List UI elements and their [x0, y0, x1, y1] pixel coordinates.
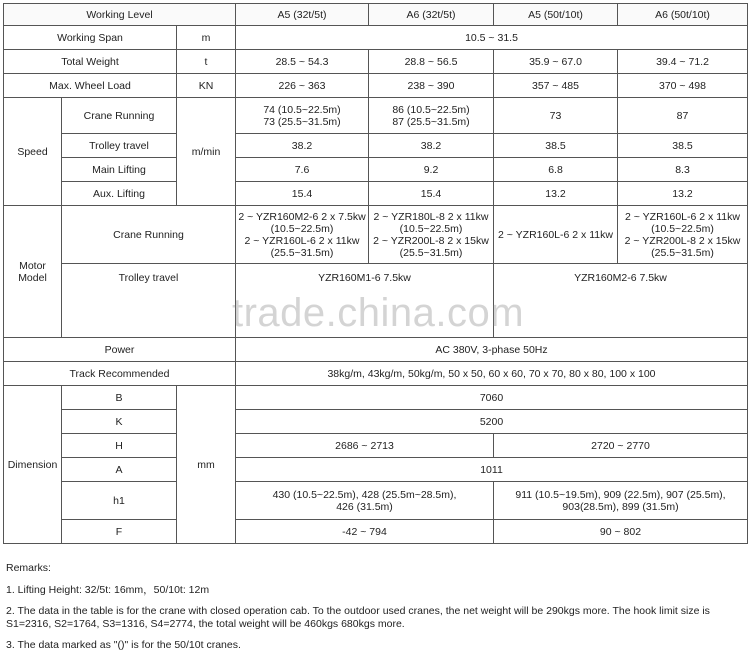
speed-trolley-label: Trolley travel [62, 134, 177, 158]
header-col-1: A5 (32t/5t) [236, 4, 369, 26]
total-weight-c1: 28.5 ~ 54.3 [236, 50, 369, 74]
dimension-b-value: 7060 [236, 386, 748, 410]
spec-table [3, 3, 748, 544]
remark-3: 3. The data marked as "()" is for the 50/10t cranes. [6, 639, 241, 651]
dimension-f-label: F [62, 520, 177, 544]
speed-aux-lifting-c3: 13.2 [494, 182, 618, 206]
remark-2-line-1: 2. The data in the table is for the crane with closed operation cab. To the outdoor used cranes, the net weight will be 290kgs more. The hook limit size is [6, 605, 710, 617]
motor-group-label: Motor Model [4, 206, 62, 338]
dimension-h-row [4, 434, 748, 458]
dimension-h-v34: 2720 ~ 2770 [494, 434, 748, 458]
remark-2-line-2: S1=2316, S2=1764, S3=1316, S4=2774, the total weight will be 460kgs 680kgs more. [6, 618, 405, 630]
dimension-f-v12: -42 ~ 794 [236, 520, 494, 544]
speed-trolley-c2: 38.2 [369, 134, 494, 158]
max-wheel-load-unit: KN [177, 74, 236, 98]
speed-aux-lifting-c4: 13.2 [618, 182, 748, 206]
track-value: 38kg/m, 43kg/m, 50kg/m, 50 x 50, 60 x 60, 70 x 70, 80 x 80, 100 x 100 [236, 362, 748, 386]
dimension-unit: mm [177, 386, 236, 544]
motor-crane-running-row [4, 206, 748, 264]
motor-crane-running-c3: 2 ~ YZR160L-6 2 x 11kw [494, 206, 618, 264]
dimension-k-value: 5200 [236, 410, 748, 434]
speed-unit: m/min [177, 98, 236, 206]
total-weight-label: Total Weight [4, 50, 177, 74]
motor-crane-running-c4: 2 ~ YZR160L-6 2 x 11kw (10.5~22.5m) 2 ~ YZR200L-8 2 x 15kw (25.5~31.5m) [618, 206, 748, 264]
header-col-3: A5 (50t/10t) [494, 4, 618, 26]
max-wheel-load-label: Max. Wheel Load [4, 74, 177, 98]
speed-trolley-c3: 38.5 [494, 134, 618, 158]
speed-trolley-c4: 38.5 [618, 134, 748, 158]
dimension-b-label: B [62, 386, 177, 410]
speed-crane-running-c2: 86 (10.5~22.5m) 87 (25.5~31.5m) [369, 98, 494, 134]
working-span-value: 10.5 ~ 31.5 [236, 26, 748, 50]
max-wheel-load-c2: 238 ~ 390 [369, 74, 494, 98]
remarks [6, 562, 746, 652]
max-wheel-load-c1: 226 ~ 363 [236, 74, 369, 98]
power-label: Power [4, 338, 236, 362]
dimension-h-label: H [62, 434, 177, 458]
motor-trolley-v12: YZR160M1-6 7.5kw [236, 264, 494, 338]
dimension-a-label: A [62, 458, 177, 482]
speed-main-lifting-label: Main Lifting [62, 158, 177, 182]
speed-crane-running-c1: 74 (10.5~22.5m) 73 (25.5~31.5m) [236, 98, 369, 134]
speed-trolley-row [4, 134, 748, 158]
working-span-label: Working Span [4, 26, 177, 50]
track-row [4, 362, 748, 386]
total-weight-row [4, 50, 748, 74]
motor-crane-running-label: Crane Running [62, 206, 236, 264]
motor-trolley-label: Trolley travel [62, 264, 236, 338]
speed-main-lifting-c3: 6.8 [494, 158, 618, 182]
motor-crane-running-c2: 2 ~ YZR180L-8 2 x 11kw (10.5~22.5m) 2 ~ YZR200L-8 2 x 15kw (25.5~31.5m) [369, 206, 494, 264]
dimension-h1-v12: 430 (10.5~22.5m), 428 (25.5m~28.5m), 426 (31.5m) [236, 482, 494, 520]
dimension-b-row [4, 386, 748, 410]
speed-crane-running-label: Crane Running [62, 98, 177, 134]
speed-aux-lifting-c1: 15.4 [236, 182, 369, 206]
motor-crane-running-c1: 2 ~ YZR160M2-6 2 x 7.5kw (10.5~22.5m) 2 ~ YZR160L-6 2 x 11kw (25.5~31.5m) [236, 206, 369, 264]
dimension-k-row [4, 410, 748, 434]
working-span-unit: m [177, 26, 236, 50]
motor-trolley-v34: YZR160M2-6 7.5kw [494, 264, 748, 338]
dimension-h1-v34: 911 (10.5~19.5m), 909 (22.5m), 907 (25.5m), 903(28.5m), 899 (31.5m) [494, 482, 748, 520]
watermark: trade.china.com [232, 291, 525, 335]
dimension-k-label: K [62, 410, 177, 434]
speed-main-lifting-c1: 7.6 [236, 158, 369, 182]
header-working-level: Working Level [4, 4, 236, 26]
total-weight-c4: 39.4 ~ 71.2 [618, 50, 748, 74]
dimension-a-value: 1011 [236, 458, 748, 482]
speed-main-lifting-c4: 8.3 [618, 158, 748, 182]
speed-crane-running-row [4, 98, 748, 134]
motor-trolley-row [4, 264, 748, 338]
power-value: AC 380V, 3-phase 50Hz [236, 338, 748, 362]
remark-1: 1. Lifting Height: 32/5t: 16mm，50/10t: 12m [6, 584, 210, 596]
power-row [4, 338, 748, 362]
dimension-h1-row [4, 482, 748, 520]
total-weight-c3: 35.9 ~ 67.0 [494, 50, 618, 74]
speed-crane-running-c4: 87 [618, 98, 748, 134]
header-col-2: A6 (32t/5t) [369, 4, 494, 26]
speed-group-label: Speed [4, 98, 62, 206]
track-label: Track Recommended [4, 362, 236, 386]
dimension-group-label: Dimension [4, 386, 62, 544]
working-span-row [4, 26, 748, 50]
max-wheel-load-c3: 357 ~ 485 [494, 74, 618, 98]
speed-aux-lifting-label: Aux. Lifting [62, 182, 177, 206]
dimension-f-row [4, 520, 748, 544]
max-wheel-load-c4: 370 ~ 498 [618, 74, 748, 98]
total-weight-unit: t [177, 50, 236, 74]
max-wheel-load-row [4, 74, 748, 98]
dimension-h1-label: h1 [62, 482, 177, 520]
dimension-h-v12: 2686 ~ 2713 [236, 434, 494, 458]
header-row [4, 4, 748, 26]
dimension-f-v34: 90 ~ 802 [494, 520, 748, 544]
total-weight-c2: 28.8 ~ 56.5 [369, 50, 494, 74]
speed-crane-running-c3: 73 [494, 98, 618, 134]
speed-aux-lifting-row [4, 182, 748, 206]
speed-main-lifting-c2: 9.2 [369, 158, 494, 182]
remarks-title: Remarks: [6, 562, 51, 574]
dimension-a-row [4, 458, 748, 482]
speed-main-lifting-row [4, 158, 748, 182]
speed-aux-lifting-c2: 15.4 [369, 182, 494, 206]
header-col-4: A6 (50t/10t) [618, 4, 748, 26]
speed-trolley-c1: 38.2 [236, 134, 369, 158]
